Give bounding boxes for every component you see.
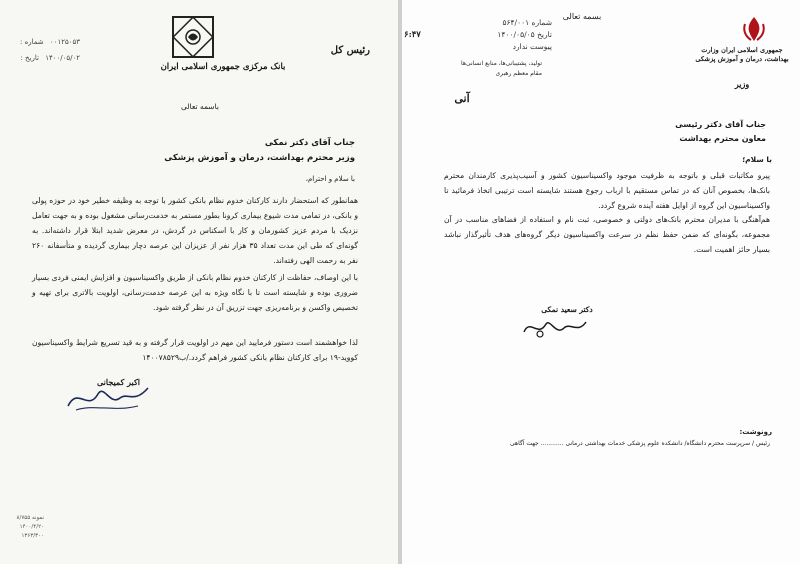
header-title: رئیس کل	[330, 45, 370, 56]
urgent-note: آنی	[454, 92, 470, 105]
body-paragraph-1: پیرو مکاتبات قبلی و باتوجه به ظرفیت موجود واکسیناسیون کشور و آسیب‌پذیری کارمندان محترم بانک‌ها، بخصوص آنان که در تماس مستقیم با ارباب رجوع هستند شایسته است ترتیبی اتخاذ فرمائید تا واکسیناسیون این گروه از اوایل هفته آینده شروع گردد.	[444, 171, 770, 210]
letter-number-value: ۰۰۱۲۵۰۵۳	[49, 38, 80, 46]
recipient-title: معاون محترم بهداشت	[679, 134, 766, 143]
letter-date: تاریخ ۱۴۰۰/۰۵/۰۵	[497, 30, 552, 39]
letter-number: شماره ۵۶۴/۰۰۱	[502, 18, 552, 27]
bank-name-heading: بانک مرکزی جمهوری اسلامی ایران	[160, 62, 286, 72]
recipient-title: وزیر محترم بهداشت، درمان و آموزش پزشکی	[164, 153, 355, 163]
letter-number-label: شماره :	[20, 38, 44, 46]
cc-line: رئیس / سرپرست محترم دانشگاه/ دانشکده علوم پزشکی خدمات بهداشتی درمانی ............ جهت آگاهی	[509, 440, 770, 447]
body-paragraph-2: با این اوصاف، حفاظت از کارکنان خدوم نظام بانکی از طریق واکسیناسیون و افزایش ایمنی فردی بسیار ضروری بوده و شایسته است تا با نگاه ویژه به این عرصه خدمت‌رسانی، اولویت بالاتری برای تهیه و تخصیص واکسن و برنامه‌ریزی جهت تزریق آن در نظر گرفته شود.	[32, 273, 358, 312]
recipient-name: جناب آقای دکتر نمکی	[264, 138, 355, 148]
body-paragraph-2: هم‌آهنگی با مدیران محترم بانک‌های دولتی و خصوصی، ثبت نام و استفاده از فضاهای مناسب در آن مجموعه، بگونه‌ای که ضمن حفظ نظم در سرعت واکسیناسیون دیگر گروه‌های هدف تأثیرگذار نباشد بسیار حائز اهمیت است.	[444, 215, 770, 254]
signer-name: اکبر کمیجانی	[97, 377, 140, 387]
footer-code-2: ۱۴۰۰/۴/۲۰	[19, 524, 44, 530]
body-paragraph-1: همانطور که استحضار دارند کارکنان خدوم نظام بانکی کشور با توجه به وظیفه خطیر خود در حوزه پولی و بانکی، در تمامی مدت شیوع بیماری کرونا بطور مستمر به خدمت‌رسانی مشغول بوده و به جهت تعامل نزدیک با مردم عزیز کشورمان و کار با اسکناس در گردش، در معرض شدید ابتلا قرار داشته‌اند. به گونه‌ای که طی این مدت تعداد ۳۵ هزار نفر از عزیزان این عرصه دچار بیماری گردیده و متأسفانه ۲۶۰ نفر به رحمت الهی رفته‌اند.	[32, 196, 359, 265]
letter-date-value: ۱۴۰۰/۰۵/۰۲	[45, 54, 80, 62]
letter-attachment: پیوست ندارد	[512, 42, 552, 51]
footer-code-3: ۱۳۶۳/۳۰۰	[21, 533, 44, 539]
signature-mark-icon	[520, 314, 590, 342]
signer-name: دکتر سعید نمکی	[541, 305, 593, 314]
letter-date-label: تاریخ :	[20, 54, 39, 62]
central-bank-letter	[0, 0, 398, 564]
routing-note-line1: تولید، پشتیبانی‌ها، منابع انسانی‌ها	[461, 60, 542, 67]
minister-label: وزیر	[734, 79, 750, 89]
greeting: با سلام و احترام،	[305, 175, 355, 183]
greeting: با سلام؛	[742, 155, 772, 164]
letter-number-row	[6, 38, 80, 46]
footer-code-1: نمونه ۸/۷۵۵	[16, 515, 44, 521]
basmala: باسمه تعالی	[181, 102, 219, 111]
letter-date-row	[6, 54, 80, 62]
handwritten-time-note: ۶:۴۷	[404, 30, 421, 40]
body-paragraph-3: لذا خواهشمند است دستور فرمایید این مهم در اولویت قرار گرفته و به قید تسریع شرایط واکسیناسیون کووید-۱۹ برای کارکنان نظام بانکی کشور فراهم گردد./ب۱۴۰۰۷۸۵۲۹	[32, 338, 358, 362]
health-ministry-letter	[402, 0, 800, 564]
central-bank-logo-icon	[170, 14, 216, 60]
basmala: بسمه تعالی	[562, 12, 602, 21]
cc-label: رونوشت:	[739, 428, 772, 436]
routing-note-line2: مقام معظم رهبری	[495, 70, 542, 77]
recipient-name: جناب آقای دکتر رئیسی	[675, 120, 766, 129]
ministry-name: جمهوری اسلامی ایران وزارت بهداشت، درمان و آموزش پزشکی	[695, 46, 789, 63]
iran-emblem-icon	[739, 14, 769, 44]
